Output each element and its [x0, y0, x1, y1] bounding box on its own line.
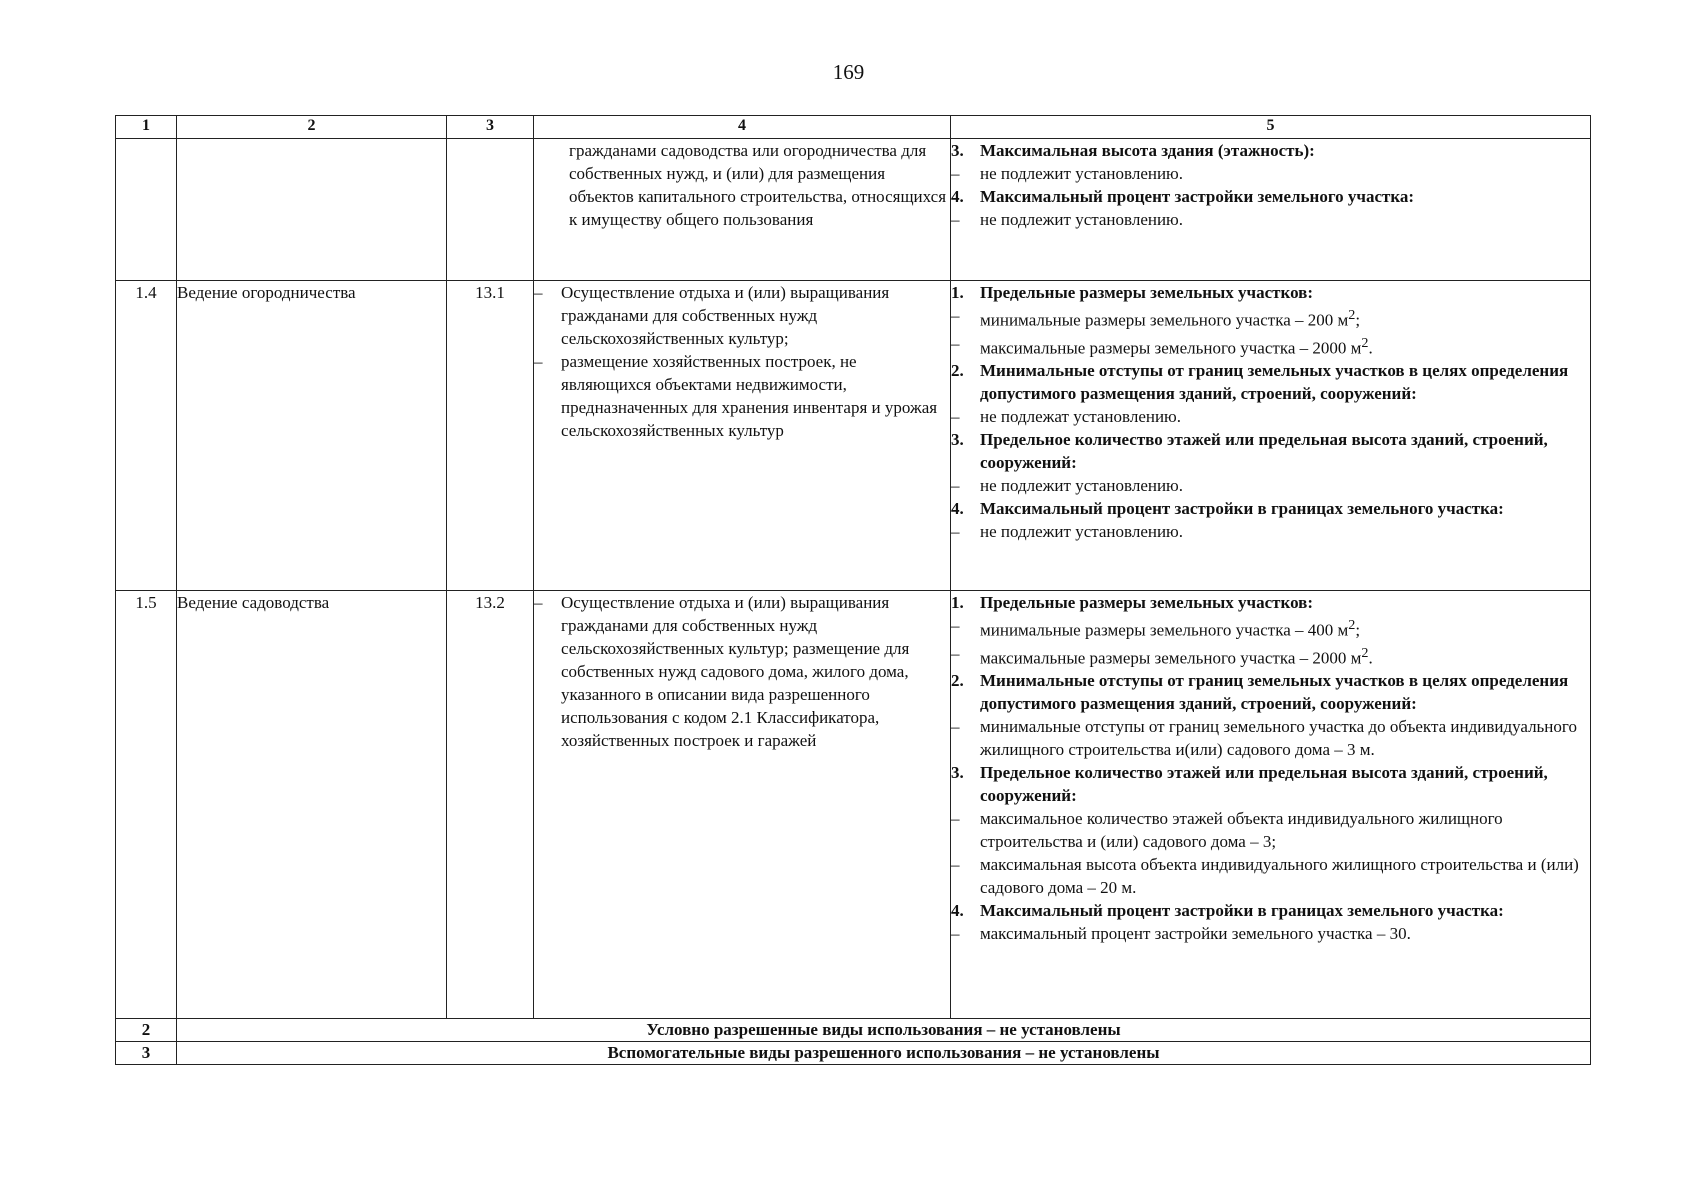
param-number: 3.	[951, 763, 964, 783]
table-row	[116, 591, 1591, 1019]
summary-row-conditional-uses	[116, 1019, 1591, 1042]
description-text: Осуществление отдыха и (или) выращивания гражданами для собственных нужд сельскохозяйственных культур; размещение для собственных нужд садового дома, жилого дома, указанного в описании вида разрешенного использования с кодом 2.1 Классификатора, хозяйственных построек и гаражей	[561, 593, 910, 750]
use-parameters	[951, 139, 1591, 281]
param-heading: Максимальный процент застройки в границах земельного участка:	[980, 499, 1504, 519]
page-number: 169	[832, 60, 865, 84]
param-number: 4.	[951, 901, 964, 921]
dash-marker: –	[951, 333, 960, 353]
use-description	[534, 281, 951, 591]
param-value: максимальный процент застройки земельного участка – 30.	[980, 924, 1411, 944]
param-heading: Максимальная высота здания (этажность):	[980, 141, 1315, 160]
row-number: 1.4	[116, 281, 177, 591]
use-type-name: Ведение садоводства	[177, 591, 447, 1019]
dash-marker: –	[534, 283, 543, 302]
param-value: не подлежит установлению.	[980, 164, 1184, 183]
header-cell-2: 2	[177, 116, 447, 139]
use-parameters	[951, 281, 1591, 591]
use-type-code: 13.2	[447, 591, 534, 1019]
dash-marker: –	[951, 717, 960, 737]
row-number: 2	[116, 1019, 177, 1042]
description-text: гражданами садоводства или огородничества для собственных нужд, и (или) для размещения объектов капитального строительства, относящихся к имуществу общего пользования	[569, 141, 947, 229]
param-value: максимальная высота объекта индивидуального жилищного строительства и (или) садового дома – 20 м.	[980, 855, 1579, 898]
param-heading: Максимальный процент застройки в границах земельного участка:	[980, 901, 1504, 921]
param-value: не подлежит установлению.	[980, 210, 1184, 229]
param-heading: Предельное количество этажей или предельная высота зданий, строений, сооружений:	[980, 430, 1548, 473]
use-parameters	[951, 591, 1591, 1019]
use-type-name: Ведение огородничества	[177, 281, 447, 591]
param-value: минимальные размеры земельного участка – 400 $м^2$;	[980, 617, 1361, 640]
param-value: минимальные размеры земельного участка – 200 $м^2$;	[980, 307, 1361, 330]
superscript-2: 2	[1361, 644, 1369, 661]
dash-marker: –	[951, 164, 960, 183]
superscript-2: 2	[1361, 334, 1369, 351]
param-value: максимальное количество этажей объекта индивидуального жилищного строительства и (или) садового дома – 3;	[980, 809, 1503, 852]
param-number: 4.	[951, 499, 964, 519]
use-type-name	[177, 139, 447, 281]
summary-text: Условно разрешенные виды использования – не установлены	[177, 1019, 1591, 1042]
dash-marker: –	[951, 924, 960, 944]
table-row	[116, 139, 1591, 281]
superscript-2: 2	[1348, 617, 1356, 633]
header-cell-3: 3	[447, 116, 534, 139]
param-number: 3.	[951, 430, 964, 450]
summary-text: Вспомогательные виды разрешенного использования – не установлены	[177, 1042, 1591, 1065]
dash-marker: –	[951, 522, 960, 542]
superscript-2: 2	[1348, 307, 1356, 323]
param-number: 3.	[951, 141, 964, 160]
dash-marker: –	[951, 210, 960, 229]
dash-marker: –	[534, 352, 543, 371]
param-value: минимальные отступы от границ земельного участка до объекта индивидуального жилищного строительства и(или) садового дома – 3 м.	[980, 717, 1577, 760]
use-description	[534, 139, 951, 281]
header-cell-4: 4	[534, 116, 951, 139]
param-heading: Минимальные отступы от границ земельных участков в целях определения допустимого размещения зданий, строений, сооружений:	[980, 671, 1569, 714]
dash-marker: –	[951, 643, 960, 663]
row-number: 3	[116, 1042, 177, 1065]
land-use-regulation-table	[115, 115, 1591, 1065]
dash-marker: –	[951, 616, 960, 635]
param-heading: Предельное количество этажей или предельная высота зданий, строений, сооружений:	[980, 763, 1548, 806]
row-number	[116, 139, 177, 281]
table-row	[116, 281, 1591, 591]
dash-marker: –	[534, 593, 543, 612]
param-heading: Минимальные отступы от границ земельных участков в целях определения допустимого размещения зданий, строений, сооружений:	[980, 361, 1569, 404]
description-text: размещение хозяйственных построек, не являющихся объектами недвижимости, предназначенных для хранения инвентаря и урожая сельскохозяйственных культур	[561, 352, 938, 440]
table-header-row	[116, 116, 1591, 139]
use-description	[534, 591, 951, 1019]
param-heading: Предельные размеры земельных участков:	[980, 593, 1314, 612]
row-number: 1.5	[116, 591, 177, 1019]
param-value: не подлежат установлению.	[980, 407, 1182, 427]
dash-marker: –	[951, 476, 960, 496]
param-value: максимальные размеры земельного участка – 2000 $м^2$.	[980, 334, 1373, 358]
summary-row-auxiliary-uses	[116, 1042, 1591, 1065]
dash-marker: –	[951, 407, 960, 427]
description-text: Осуществление отдыха и (или) выращивания гражданами для собственных нужд сельскохозяйственных культур;	[561, 283, 890, 348]
param-number: 1.	[951, 283, 964, 302]
param-number: 2.	[951, 671, 964, 691]
dash-marker: –	[951, 306, 960, 325]
param-number: 2.	[951, 361, 964, 381]
param-number: 4.	[951, 187, 964, 206]
use-type-code	[447, 139, 534, 281]
param-value: максимальные размеры земельного участка – 2000 $м^2$.	[980, 644, 1373, 668]
param-value: не подлежит установлению.	[980, 522, 1184, 542]
header-cell-5: 5	[951, 116, 1591, 139]
header-cell-1: 1	[116, 116, 177, 139]
param-value: не подлежит установлению.	[980, 476, 1184, 496]
param-heading: Максимальный процент застройки земельного участка:	[980, 187, 1415, 206]
dash-marker: –	[951, 809, 960, 829]
param-number: 1.	[951, 593, 964, 612]
dash-marker: –	[951, 855, 960, 875]
param-heading: Предельные размеры земельных участков:	[980, 283, 1314, 302]
use-type-code: 13.1	[447, 281, 534, 591]
